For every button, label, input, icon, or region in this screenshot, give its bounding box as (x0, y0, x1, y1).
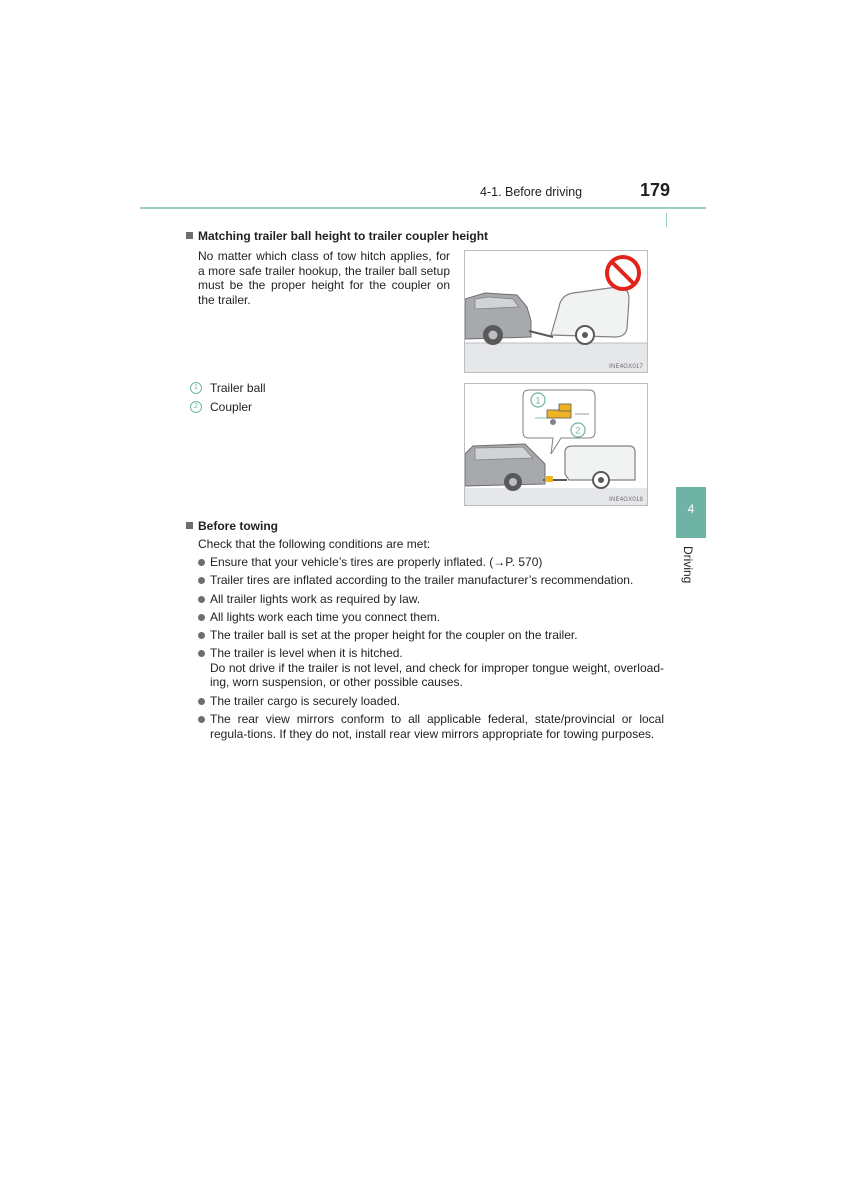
section-title: 4-1. Before driving (480, 185, 583, 199)
svg-text:1: 1 (535, 395, 541, 406)
svg-text:2: 2 (575, 425, 581, 436)
bullet-icon (198, 716, 205, 723)
prohibited-icon (607, 257, 639, 289)
heading-before-towing: Before towing (186, 519, 278, 533)
figure-code: INE4GX018 (609, 497, 643, 503)
list-item: All lights work each time you connect them. (198, 610, 664, 625)
square-bullet-icon (186, 522, 193, 529)
towing-checklist (198, 555, 664, 745)
bullet-icon (198, 650, 205, 657)
square-bullet-icon (186, 232, 193, 239)
bullet-icon (198, 559, 205, 566)
header-rule (140, 207, 706, 209)
callout-number: 2 (190, 401, 202, 413)
illustration-proper-hitch (465, 384, 647, 505)
list-item: The trailer is level when it is hitched. Do not drive if the trailer is not level, and check for improper tongue weight, overload-ing, worn suspension, or other possible causes. (198, 646, 664, 690)
header-tick (666, 213, 667, 227)
paragraph-matching: No matter which class of tow hitch applies, for a more safe trailer hookup, the trailer ball setup must be the proper height for the coupler on the trailer. (198, 249, 450, 307)
callout-2 (571, 423, 585, 437)
towing-intro: Check that the following conditions are met: (198, 537, 431, 551)
bullet-icon (198, 698, 205, 705)
heading-matching-ball-height: Matching trailer ball height to trailer coupler height (186, 229, 488, 243)
list-item: All trailer lights work as required by law. (198, 592, 664, 607)
legend-item-trailer-ball: 1 Trailer ball (190, 381, 266, 395)
page-number: 179 (640, 180, 671, 200)
bullet-icon (198, 632, 205, 639)
figure-improper-height (464, 250, 648, 373)
bullet-icon (198, 577, 205, 584)
chapter-tab: 4 (676, 487, 706, 538)
legend-item-coupler: 2 Coupler (190, 400, 252, 414)
illustration-improper-hitch (465, 251, 647, 372)
list-item: The trailer ball is set at the proper height for the coupler on the trailer. (198, 628, 664, 643)
chapter-tab-label: Driving (681, 546, 695, 584)
figure-proper-height (464, 383, 648, 506)
callout-number: 1 (190, 382, 202, 394)
figure-code: INE4GX017 (609, 364, 643, 370)
bullet-icon (198, 596, 205, 603)
list-item: The trailer cargo is securely loaded. (198, 694, 664, 709)
bullet-icon (198, 614, 205, 621)
list-item: The rear view mirrors conform to all applicable federal, state/provincial or local regula-tions. If they do not, install rear view mirrors appropriate for towing purposes. (198, 712, 664, 741)
callout-1 (531, 393, 545, 407)
list-item: Ensure that your vehicle’s tires are properly inflated. (→P. 570) (198, 555, 664, 570)
list-item: Trailer tires are inflated according to the trailer manufacturer’s recommendation. (198, 573, 664, 588)
